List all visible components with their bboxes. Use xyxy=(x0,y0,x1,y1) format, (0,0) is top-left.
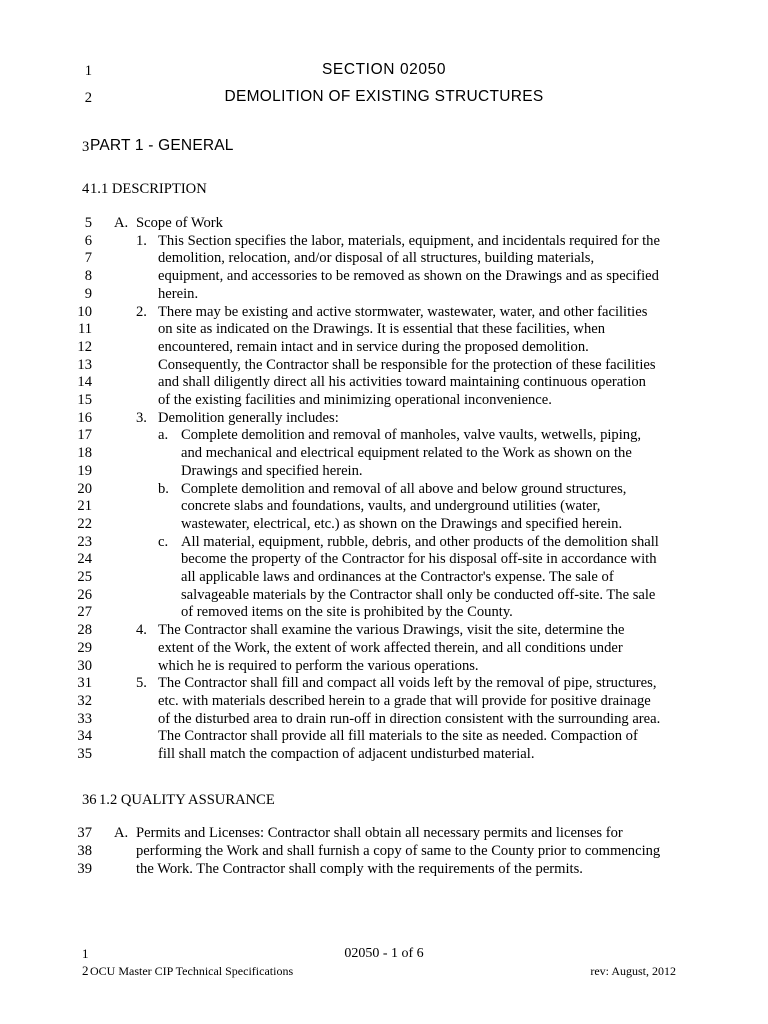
body-text-line: salvageable materials by the Contractor shall only be conducted off-site. The sale xyxy=(181,586,656,603)
body-text-line: Drawings and specified herein. xyxy=(181,462,363,479)
line-number: 28 xyxy=(77,622,92,639)
line-number: 7 xyxy=(84,250,92,267)
line-number: 11 xyxy=(77,321,92,338)
line-number: 38 xyxy=(77,843,92,859)
line-number: 32 xyxy=(77,692,92,709)
body-text-line: This Section specifies the labor, materials, equipment, and incidentals required for the xyxy=(158,232,660,249)
body-text-line: equipment, and accessories to be removed as shown on the Drawings and as specified xyxy=(158,268,659,285)
line-number: 17 xyxy=(77,427,92,444)
list-marker: 4. xyxy=(136,622,147,639)
body-text-line: Consequently, the Contractor shall be responsible for the protection of these facilities xyxy=(158,356,656,373)
body-text-line: all applicable laws and ordinances at the Contractor's expense. The sale of xyxy=(181,569,614,585)
line-number: 8 xyxy=(84,268,92,285)
body-text-line: There may be existing and active stormwater, wastewater, water, and other facilities xyxy=(158,303,648,320)
section-title: SECTION 02050 xyxy=(321,61,447,78)
line-number: 13 xyxy=(77,356,92,373)
document-subtitle: DEMOLITION OF EXISTING STRUCTURES xyxy=(224,88,544,105)
line-number: 29 xyxy=(77,639,92,656)
body-text-line: demolition, relocation, and/or disposal of all structures, building materials, xyxy=(158,250,595,267)
body-text-line: of removed items on the site is prohibited by the County. xyxy=(181,604,513,621)
body-text-line: and mechanical and electrical equipment related to the Work as shown on the xyxy=(181,445,632,462)
body-text-line: the Work. The Contractor shall comply with the requirements of the permits. xyxy=(136,861,583,877)
line-number: 27 xyxy=(77,604,92,621)
line-number: 19 xyxy=(77,462,92,479)
body-text-line: concrete slabs and foundations, vaults, and underground utilities (water, xyxy=(181,498,601,515)
body-text-line: Complete demolition and removal of all above and below ground structures, xyxy=(181,480,627,497)
page-number: 02050 - 1 of 6 xyxy=(344,946,424,961)
body-text-line: which he is required to perform the various operations. xyxy=(158,657,479,674)
line-number: 37 xyxy=(77,825,92,841)
list-marker: c. xyxy=(158,533,169,550)
list-marker: 2. xyxy=(136,303,147,320)
line-number: 22 xyxy=(77,515,92,532)
body-text-line: The Contractor shall examine the various Drawings, visit the site, determine the xyxy=(158,622,625,639)
body-text-line: performing the Work and shall furnish a copy of same to the County prior to commencing xyxy=(136,843,661,859)
footer-organization: OCU Master CIP Technical Specifications xyxy=(90,964,294,978)
body-text-line: The Contractor shall provide all fill materials to the site as needed. Compaction of xyxy=(158,728,638,745)
line-number: 1 xyxy=(84,63,92,79)
body-text-line: extent of the Work, the extent of work affected therein, and all conditions under xyxy=(158,639,623,656)
body-text-line: of the existing facilities and minimizing operational inconvenience. xyxy=(158,392,552,408)
line-number: 6 xyxy=(84,232,92,249)
line-number: 5 xyxy=(84,215,92,231)
body-text-line: etc. with materials described herein to a grade that will provide for positive drainage xyxy=(158,692,651,709)
footer-line-number: 2 xyxy=(82,963,89,978)
line-number: 12 xyxy=(77,338,92,355)
body-text-line: herein. xyxy=(158,285,199,302)
line-number: 10 xyxy=(77,303,92,320)
body-text-line: become the property of the Contractor for his disposal off-site in accordance with xyxy=(181,551,657,568)
line-number: 30 xyxy=(77,657,92,674)
list-marker: 5. xyxy=(136,675,147,692)
list-marker: 3. xyxy=(136,409,147,426)
line-number: 16 xyxy=(77,409,92,426)
footer-revision: rev: August, 2012 xyxy=(590,964,676,978)
body-text-line: fill shall match the compaction of adjacent undisturbed material. xyxy=(158,746,535,762)
body-text-line: Scope of Work xyxy=(136,215,223,231)
section-heading-description: 1.1 DESCRIPTION xyxy=(90,181,207,197)
list-marker: A. xyxy=(114,215,129,231)
body-text-line: of the disturbed area to drain run-off in direction consistent with the surrounding area. xyxy=(158,710,661,727)
line-number: 26 xyxy=(77,586,92,603)
line-number: 2 xyxy=(84,90,92,106)
body-text-line: encountered, remain intact and in service during the proposed demolition. xyxy=(158,338,589,355)
body-text-line: and shall diligently direct all his activities toward maintaining continuous operation xyxy=(158,374,646,391)
line-number: 15 xyxy=(77,392,92,408)
line-number: 31 xyxy=(77,675,92,692)
body-text-line: Demolition generally includes: xyxy=(158,409,339,426)
line-number: 21 xyxy=(77,498,92,515)
list-marker: a. xyxy=(158,427,169,444)
line-number: 34 xyxy=(77,728,92,745)
line-number: 20 xyxy=(77,480,92,497)
line-number: 4 xyxy=(82,181,90,197)
line-number: 3 xyxy=(82,139,90,155)
line-number: 39 xyxy=(77,861,92,877)
line-number: 36 xyxy=(82,792,97,808)
list-marker: b. xyxy=(158,480,169,497)
body-text-line: wastewater, electrical, etc.) as shown on the Drawings and specified herein. xyxy=(181,515,623,532)
body-text-line: Complete demolition and removal of manholes, valve vaults, wetwells, piping, xyxy=(181,427,642,444)
footer-line-number: 1 xyxy=(82,946,89,961)
list-marker: 1. xyxy=(136,232,147,249)
list-marker: A. xyxy=(114,825,129,841)
line-number: 9 xyxy=(84,285,92,302)
line-number: 25 xyxy=(77,569,92,585)
line-number: 33 xyxy=(77,710,92,727)
body-text-line: on site as indicated on the Drawings. It is essential that these facilities, when xyxy=(158,321,606,338)
line-number: 24 xyxy=(77,551,92,568)
body-text-line: Permits and Licenses: Contractor shall obtain all necessary permits and licenses for xyxy=(136,825,623,841)
line-number: 23 xyxy=(77,533,92,550)
body-text-line: The Contractor shall fill and compact all voids left by the removal of pipe, structures, xyxy=(158,675,657,692)
section-heading-quality-assurance: 1.2 QUALITY ASSURANCE xyxy=(99,792,275,808)
part-heading: PART 1 - GENERAL xyxy=(90,137,234,154)
line-number: 14 xyxy=(77,374,92,391)
body-text-line: All material, equipment, rubble, debris, and other products of the demolition shall xyxy=(181,533,659,550)
line-number: 18 xyxy=(77,445,92,462)
line-number: 35 xyxy=(77,746,92,762)
